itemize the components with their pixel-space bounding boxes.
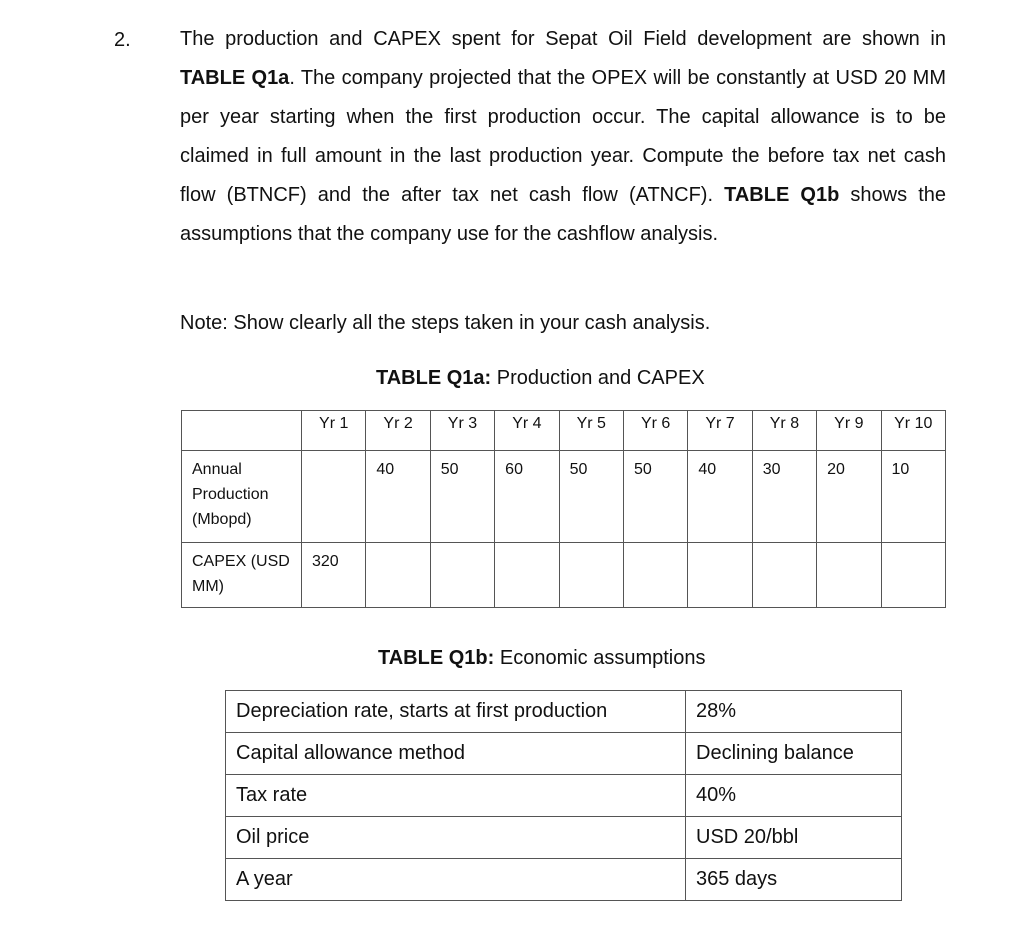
assumption-row — [226, 859, 902, 901]
paragraph-segment: . The company projected that the OPEX will be constantly at USD 20 MM per year starting when the first production occur. The capital allowance is to be claimed in full amount in the last production year. Compute the before tax net cash flow (BTNCF) and the after tax net cash flow (ATNCF). — [180, 67, 946, 206]
assumption-key: Capital allowance method — [226, 733, 686, 775]
assumption-row — [226, 775, 902, 817]
year-header: Yr 4 — [495, 411, 559, 451]
table-cell — [881, 543, 945, 608]
table-cell: 20 — [817, 451, 881, 543]
paragraph-segment: The production and CAPEX spent for Sepat Oil Field development are shown in — [180, 28, 946, 50]
year-header: Yr 7 — [688, 411, 752, 451]
table-cell: 10 — [881, 451, 945, 543]
table-cell — [623, 543, 687, 608]
year-header: Yr 5 — [559, 411, 623, 451]
year-header: Yr 9 — [817, 411, 881, 451]
table-cell: 50 — [559, 451, 623, 543]
table-b-caption-rest: Economic assumptions — [494, 647, 706, 669]
assumption-value: Declining balance — [686, 733, 902, 775]
table-b-caption-bold: TABLE Q1b: — [378, 647, 495, 669]
assumption-row — [226, 817, 902, 859]
assumption-key: Depreciation rate, starts at first production — [226, 691, 686, 733]
year-header: Yr 8 — [752, 411, 816, 451]
table-cell: 50 — [430, 451, 494, 543]
question-paragraph — [180, 20, 946, 254]
table-cell: 40 — [688, 451, 752, 543]
assumption-value: 40% — [686, 775, 902, 817]
year-header: Yr 2 — [366, 411, 430, 451]
table-cell: 320 — [302, 543, 366, 608]
table-cell — [559, 543, 623, 608]
year-header: Yr 3 — [430, 411, 494, 451]
assumption-key: Tax rate — [226, 775, 686, 817]
table-cell: 60 — [495, 451, 559, 543]
assumption-row — [226, 733, 902, 775]
table-cell — [752, 543, 816, 608]
table-a-caption-rest: Production and CAPEX — [491, 367, 705, 389]
capex-row — [182, 543, 946, 608]
table-cell — [688, 543, 752, 608]
table-a-caption-bold: TABLE Q1a: — [376, 367, 492, 389]
table-a-header-row — [182, 411, 946, 451]
production-row — [182, 451, 946, 543]
table-cell: 40 — [366, 451, 430, 543]
table-cell — [302, 451, 366, 543]
table-cell — [817, 543, 881, 608]
table-cell: 50 — [623, 451, 687, 543]
table-cell — [430, 543, 494, 608]
table-a-caption — [50, 367, 1024, 390]
paragraph-segment-bold: TABLE Q1a — [180, 67, 290, 89]
table-cell: 30 — [752, 451, 816, 543]
year-header: Yr 1 — [302, 411, 366, 451]
question-note: Note: Show clearly all the steps taken in your cash analysis. — [180, 312, 711, 334]
assumption-key: A year — [226, 859, 686, 901]
table-cell — [495, 543, 559, 608]
table-a-corner-cell — [182, 411, 302, 451]
row-label: Annual Production (Mbopd) — [182, 451, 302, 543]
assumption-key: Oil price — [226, 817, 686, 859]
economic-assumptions-table — [225, 690, 902, 901]
production-capex-table — [181, 410, 946, 608]
assumption-value: 365 days — [686, 859, 902, 901]
assumption-row — [226, 691, 902, 733]
paragraph-segment-bold: TABLE Q1b — [724, 184, 840, 206]
row-label: CAPEX (USD MM) — [182, 543, 302, 608]
assumption-value: 28% — [686, 691, 902, 733]
table-cell — [366, 543, 430, 608]
table-b-caption — [0, 647, 1024, 670]
assumption-value: USD 20/bbl — [686, 817, 902, 859]
paragraph-segment: shows the assumptions that the company use for the cashflow analysis. — [180, 184, 946, 245]
year-header: Yr 6 — [623, 411, 687, 451]
year-header: Yr 10 — [881, 411, 945, 451]
question-number: 2. — [114, 29, 131, 51]
